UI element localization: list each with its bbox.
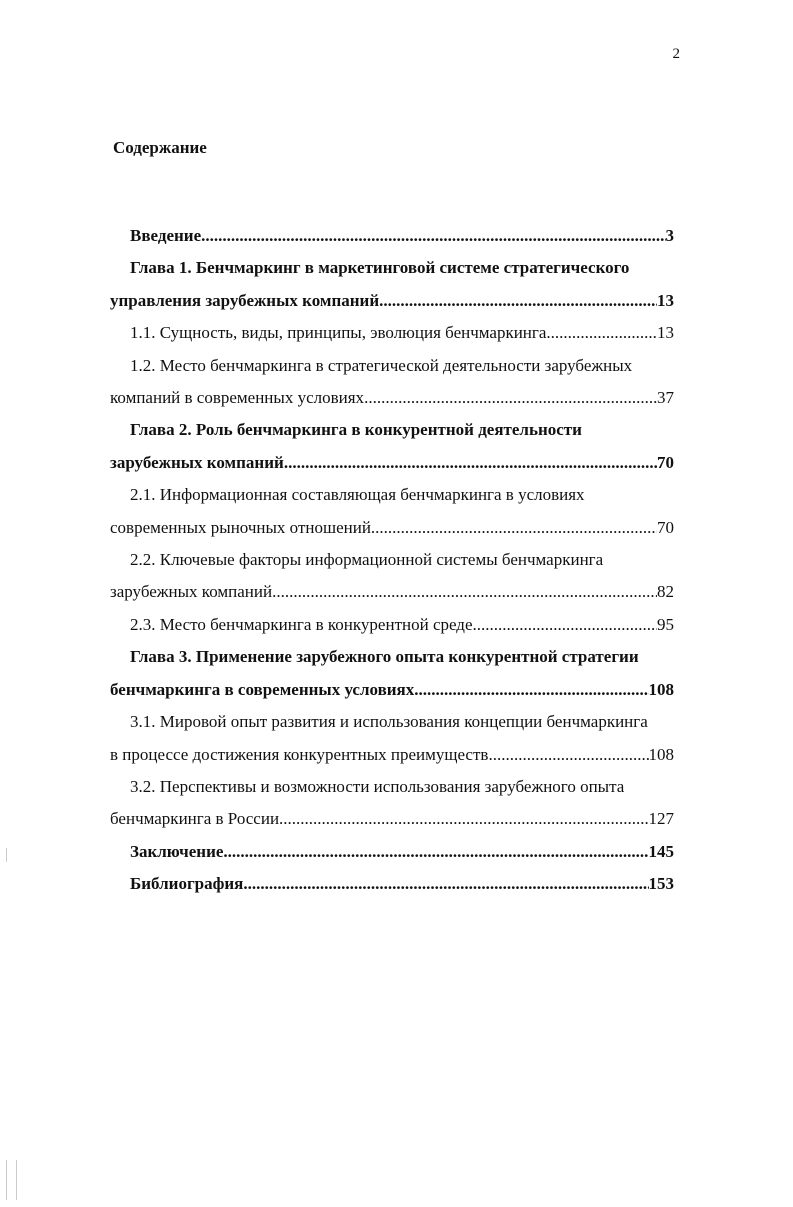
page-number: 2 [672, 46, 680, 62]
toc-entry-label: зарубежных компаний. [110, 582, 277, 602]
dot-leader [477, 609, 657, 641]
toc-entry-label: бенчмаркинга в современных условиях [110, 679, 415, 699]
toc-section-3-1-line-2[interactable] [110, 739, 674, 771]
toc-section-3-2-line-1[interactable] [110, 771, 674, 803]
dot-leader [276, 576, 657, 608]
toc-entry-label: 2.2. Ключевые факторы информационной системы бенчмаркинга [130, 550, 604, 570]
dot-leader [284, 447, 657, 479]
toc-entry-page: 82 [657, 582, 674, 602]
toc-entry-page: 70 [657, 452, 674, 472]
toc-entry-conclusion[interactable] [110, 836, 674, 868]
toc-entry-label: Глава 1. Бенчмаркинг в маркетинговой системе стратегического [130, 258, 630, 278]
dot-leader [228, 836, 649, 868]
toc-entry-page: 95 [657, 614, 674, 634]
toc-entry-label: 1.1. Сущность, виды, принципы, эволюция бенчмаркинга. [130, 323, 551, 343]
toc-entry-page: 13 [657, 323, 674, 343]
scan-artifact [6, 1160, 7, 1200]
toc-section-3-2-line-2[interactable] [110, 803, 674, 835]
toc-entry-label: 3.2. Перспективы и возможности использования зарубежного опыта [130, 776, 625, 796]
toc-entry-label: Заключение. [130, 841, 228, 861]
dot-leader [243, 868, 648, 900]
toc-section-2-1-line-2[interactable] [110, 512, 674, 544]
toc-entry-label: Библиография [130, 874, 244, 894]
toc-entry-label: Введение [130, 226, 202, 245]
toc-section-2-2-line-2[interactable] [110, 576, 674, 608]
toc-title: Содержание [113, 138, 207, 157]
table-of-contents [110, 220, 674, 901]
toc-entry-label: Глава 2. Роль бенчмаркинга в конкурентной деятельности [130, 420, 582, 440]
toc-entry-page: 108 [648, 744, 674, 764]
toc-entry-page: 3 [665, 226, 674, 245]
toc-section-1-2-line-2[interactable] [110, 382, 674, 414]
toc-entry-label: Глава 3. Применение зарубежного опыта конкурентной стратегии [130, 647, 639, 667]
toc-entry-page: 37 [657, 388, 674, 408]
toc-entry-label: компаний в современных условиях [110, 388, 365, 408]
dot-leader [551, 317, 657, 349]
toc-entry-page: 145 [648, 841, 674, 861]
toc-entry-page: 127 [648, 809, 674, 829]
toc-chapter-2-line-1[interactable] [110, 414, 674, 446]
toc-section-1-2-line-1[interactable] [110, 350, 674, 382]
toc-entry-label: 2.3. Место бенчмаркинга в конкурентной среде. [130, 614, 477, 634]
dot-leader [414, 674, 648, 706]
toc-section-2-1-line-1[interactable] [110, 479, 674, 511]
toc-chapter-1-line-1[interactable] [110, 252, 674, 284]
dot-leader [375, 512, 657, 544]
toc-entry-label: 2.1. Информационная составляющая бенчмаркинга в условиях [130, 485, 585, 505]
toc-entry-label: современных рыночных отношений. [110, 517, 376, 537]
toc-chapter-1-line-2[interactable] [110, 285, 674, 317]
toc-entry-page: 13 [657, 290, 674, 310]
toc-section-2-2-line-1[interactable] [110, 544, 674, 576]
dot-leader [364, 382, 657, 414]
toc-entry-label: 1.2. Место бенчмаркинга в стратегической деятельности зарубежных [130, 355, 633, 375]
toc-entry-page: 70 [657, 517, 674, 537]
toc-chapter-2-line-2[interactable] [110, 447, 674, 479]
toc-chapter-3-line-2[interactable] [110, 674, 674, 706]
dot-leader [488, 739, 648, 771]
toc-entry-introduction[interactable] [110, 220, 674, 252]
scan-artifact [16, 1160, 17, 1200]
toc-entry-bibliography[interactable] [110, 868, 674, 900]
toc-section-2-3[interactable] [110, 609, 674, 641]
toc-entry-page: 153 [648, 874, 674, 894]
toc-section-1-1[interactable] [110, 317, 674, 349]
toc-entry-label: управления зарубежных компаний. [110, 290, 384, 310]
toc-entry-label: 3.1. Мировой опыт развития и использования концепции бенчмаркинга [130, 712, 648, 732]
toc-section-3-1-line-1[interactable] [110, 706, 674, 738]
toc-entry-label: в процессе достижения конкурентных преимуществ [110, 744, 489, 764]
scan-artifact [6, 848, 7, 862]
toc-entry-label: зарубежных компаний [110, 452, 284, 472]
toc-chapter-3-line-1[interactable] [110, 641, 674, 673]
dot-leader [283, 803, 648, 835]
dot-leader [383, 285, 657, 317]
toc-entry-page: 108 [648, 679, 674, 699]
dot-leader [201, 220, 665, 252]
toc-entry-label: бенчмаркинга в России. [110, 809, 284, 829]
